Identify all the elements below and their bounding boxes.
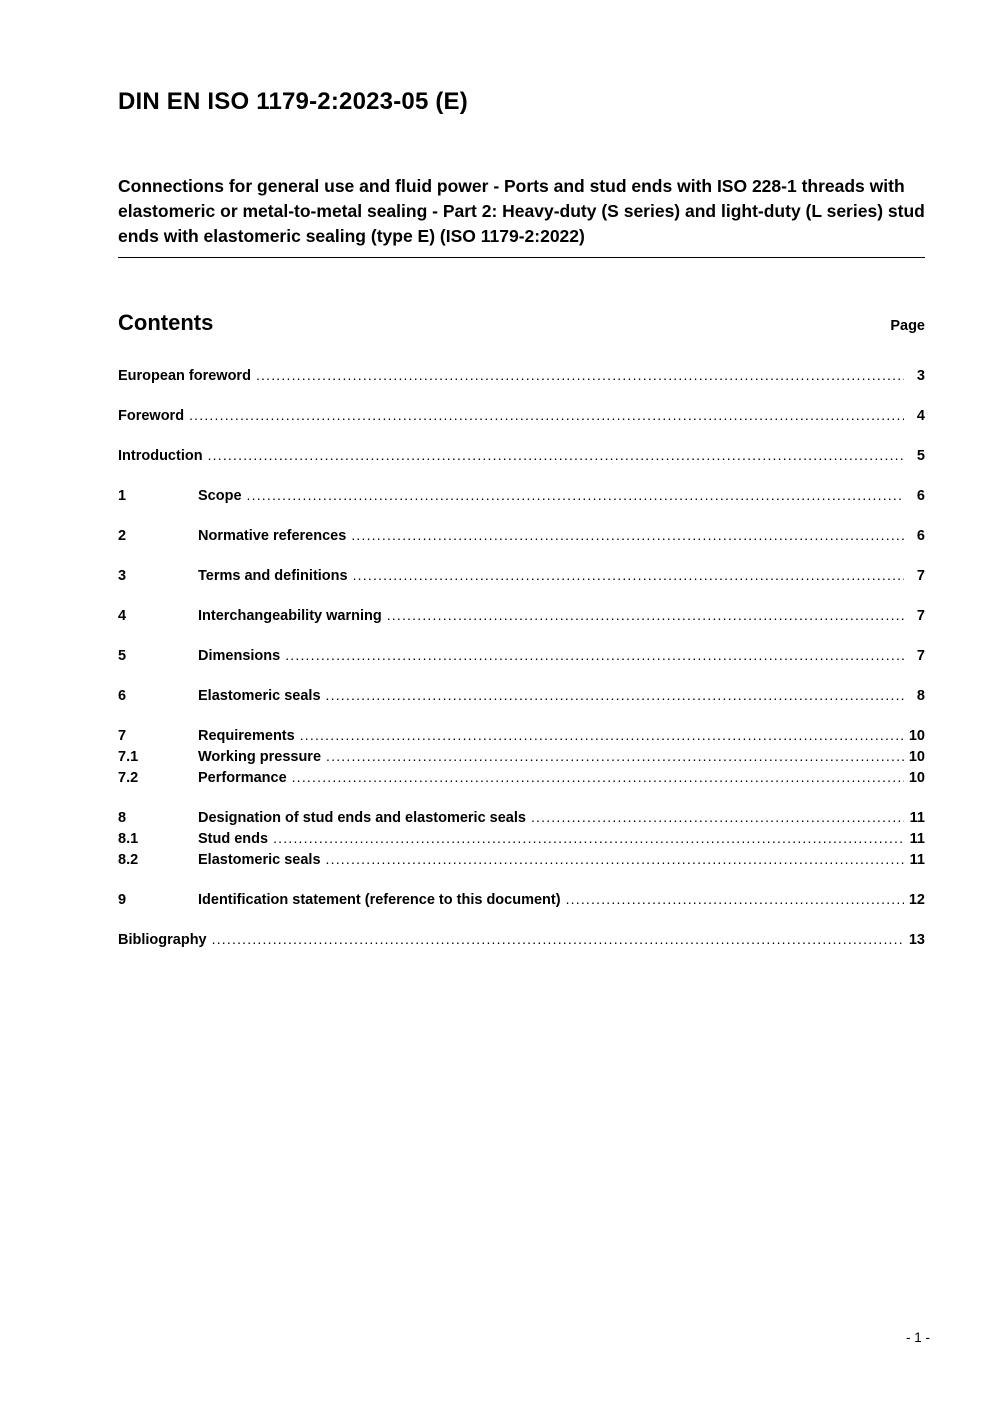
toc-entry <box>118 747 925 767</box>
toc-entry <box>118 606 925 626</box>
toc-entry-number: 5 <box>118 647 127 664</box>
toc-dot-leader <box>273 829 904 848</box>
toc-entry-page: 11 <box>909 830 925 847</box>
toc-entry <box>118 406 925 426</box>
toc-entry-label: Normative references <box>198 527 347 544</box>
toc-entry-page: 6 <box>916 487 925 504</box>
toc-dot-leader <box>212 930 904 949</box>
toc-entry-page: 13 <box>908 931 925 948</box>
toc-entry-label: Elastomeric seals <box>198 687 321 704</box>
toc-entry-number: 7.1 <box>118 748 139 765</box>
toc-entry <box>118 768 925 788</box>
toc-entry-label: Bibliography <box>118 931 207 948</box>
toc-dot-leader <box>326 686 904 705</box>
page-column-label: Page <box>890 317 925 334</box>
toc-entry <box>118 686 925 706</box>
toc-entry-label: Designation of stud ends and elastomeric seals <box>198 809 526 826</box>
toc-entry-label: Foreword <box>118 407 185 424</box>
toc-entry-page: 10 <box>908 769 925 786</box>
toc-entry-page: 10 <box>908 727 925 744</box>
document-title: Connections for general use and fluid power - Ports and stud ends with ISO 228-1 threads with elastomeric or metal-to-metal sealing - Part 2: Heavy-duty (S series) and light-duty (L series) stud ends with elastomeric sealing (type E) (ISO 1179-2:2022) <box>118 174 925 258</box>
toc-entry-page: 7 <box>916 567 925 584</box>
toc-entry-label: Performance <box>198 769 287 786</box>
toc-entry-page: 5 <box>916 447 925 464</box>
toc-entry <box>118 890 925 910</box>
toc-entry-number: 3 <box>118 567 127 584</box>
toc-dot-leader <box>208 446 904 465</box>
toc-dot-leader <box>256 366 904 385</box>
toc-entry <box>118 526 925 546</box>
toc-dot-leader <box>387 606 904 625</box>
toc-dot-leader <box>285 646 904 665</box>
toc-dot-leader <box>326 850 904 869</box>
toc-dot-leader <box>353 566 904 585</box>
toc-entry-label: Dimensions <box>198 647 281 664</box>
toc-dot-leader <box>189 406 904 425</box>
toc-entry-label: Elastomeric seals <box>198 851 321 868</box>
toc-entry <box>118 486 925 506</box>
toc-entry <box>118 446 925 466</box>
toc-entry-label: Introduction <box>118 447 203 464</box>
toc-dot-leader <box>300 726 904 745</box>
contents-header <box>118 310 925 336</box>
toc-entry-page: 8 <box>916 687 925 704</box>
document-id: DIN EN ISO 1179-2:2023-05 (E) <box>118 88 468 115</box>
toc-entry-page: 3 <box>916 367 925 384</box>
contents-heading: Contents <box>118 309 214 335</box>
toc-entry-page: 6 <box>916 527 925 544</box>
toc-entry-number: 9 <box>118 891 127 908</box>
toc-entry <box>118 726 925 746</box>
toc-entry <box>118 646 925 666</box>
toc-entry-page: 11 <box>909 851 925 868</box>
toc-entry-label: Stud ends <box>198 830 269 847</box>
toc-entry-page: 10 <box>908 748 925 765</box>
toc-entry-label: European foreword <box>118 367 251 384</box>
toc-entry <box>118 850 925 870</box>
toc-entry <box>118 930 925 950</box>
toc-dot-leader <box>247 486 904 505</box>
toc-entry-label: Identification statement (reference to this document) <box>198 891 561 908</box>
toc-entry-label: Requirements <box>198 727 295 744</box>
toc-entry <box>118 366 925 386</box>
toc-entry <box>118 829 925 849</box>
toc-entry-number: 4 <box>118 607 127 624</box>
toc-entry-label: Working pressure <box>198 748 322 765</box>
toc-entry-number: 7 <box>118 727 127 744</box>
toc-entry-page: 4 <box>916 407 925 424</box>
toc-entry-number: 1 <box>118 487 127 504</box>
toc-entry-number: 2 <box>118 527 127 544</box>
toc-entry-number: 7.2 <box>118 769 139 786</box>
toc-entry-page: 11 <box>909 809 925 826</box>
toc-entry-number: 8.1 <box>118 830 139 847</box>
toc-entry-page: 7 <box>916 647 925 664</box>
toc-entry <box>118 566 925 586</box>
toc-dot-leader <box>292 768 904 787</box>
toc-dot-leader <box>326 747 904 766</box>
toc-entry-label: Scope <box>198 487 242 504</box>
toc-dot-leader <box>351 526 904 545</box>
toc-list <box>118 366 925 950</box>
footer-page-number: - 1 - <box>905 1330 930 1345</box>
toc-entry-page: 12 <box>908 891 925 908</box>
toc-entry-label: Interchangeability warning <box>198 607 382 624</box>
toc-entry-label: Terms and definitions <box>198 567 348 584</box>
toc-dot-leader <box>531 808 904 827</box>
toc-entry <box>118 808 925 828</box>
toc-dot-leader <box>566 890 904 909</box>
toc-entry-page: 7 <box>916 607 925 624</box>
toc-entry-number: 6 <box>118 687 127 704</box>
toc-entry-number: 8.2 <box>118 851 139 868</box>
toc-entry-number: 8 <box>118 809 127 826</box>
